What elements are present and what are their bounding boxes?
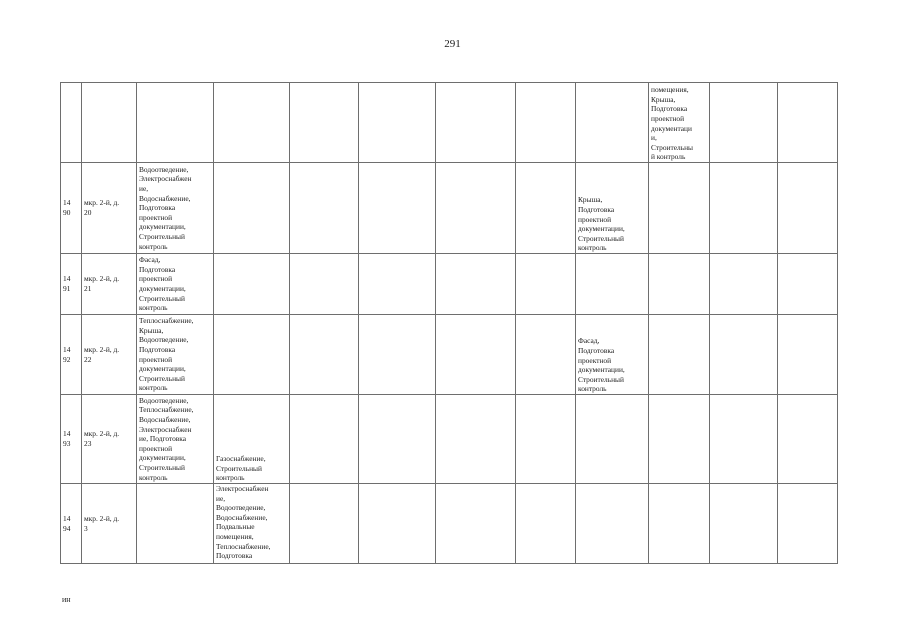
row-number: 14 91 xyxy=(61,254,82,315)
works-cell: Электроснабжен ие, Водоотведение, Водоснабжение, Подвальные помещения, Теплоснабжение, Подготовка xyxy=(214,484,290,564)
row-number: 14 90 xyxy=(61,163,82,254)
works-cell xyxy=(649,163,710,254)
address-cell: мкр. 2-й, д. 3 xyxy=(82,484,137,564)
table-row xyxy=(61,254,838,315)
works-cell xyxy=(137,83,214,163)
empty-cell xyxy=(290,484,359,564)
empty-cell xyxy=(436,83,516,163)
table-row xyxy=(61,395,838,484)
empty-cell xyxy=(778,83,838,163)
works-cell xyxy=(649,484,710,564)
works-cell: Газоснабжение, Строительный контроль xyxy=(214,395,290,484)
empty-cell xyxy=(778,395,838,484)
empty-cell xyxy=(710,254,778,315)
empty-cell xyxy=(436,484,516,564)
address-cell: мкр. 2-й, д. 23 xyxy=(82,395,137,484)
empty-cell xyxy=(710,83,778,163)
empty-cell xyxy=(778,315,838,395)
empty-cell xyxy=(290,254,359,315)
empty-cell xyxy=(359,484,436,564)
empty-cell xyxy=(778,163,838,254)
works-cell: Теплоснабжение, Крыша, Водоотведение, Подготовка проектной документации, Строительный контроль xyxy=(137,315,214,395)
table-row xyxy=(61,315,838,395)
empty-cell xyxy=(359,83,436,163)
empty-cell xyxy=(710,395,778,484)
empty-cell xyxy=(359,315,436,395)
works-cell xyxy=(649,254,710,315)
row-number: 14 94 xyxy=(61,484,82,564)
works-cell xyxy=(649,315,710,395)
empty-cell xyxy=(290,315,359,395)
empty-cell xyxy=(516,315,576,395)
table-row xyxy=(61,163,838,254)
page-number: 291 xyxy=(444,38,461,50)
works-cell xyxy=(576,395,649,484)
footer-mark: ин xyxy=(62,595,71,604)
works-cell: помещения, Крыша, Подготовка проектной документаци и, Строительны й контроль xyxy=(649,83,710,163)
works-cell xyxy=(576,83,649,163)
table-row xyxy=(61,83,838,163)
empty-cell xyxy=(778,254,838,315)
empty-cell xyxy=(359,254,436,315)
address-cell: мкр. 2-й, д. 22 xyxy=(82,315,137,395)
empty-cell xyxy=(436,315,516,395)
works-cell xyxy=(576,254,649,315)
works-cell: Водоотведение, Теплоснабжение, Водоснабжение, Электроснабжен ие, Подготовка проектной документации, Строительный контроль xyxy=(137,395,214,484)
empty-cell xyxy=(436,163,516,254)
address-cell xyxy=(82,83,137,163)
empty-cell xyxy=(516,163,576,254)
address-cell: мкр. 2-й, д. 21 xyxy=(82,254,137,315)
empty-cell xyxy=(516,254,576,315)
empty-cell xyxy=(778,484,838,564)
works-cell xyxy=(214,163,290,254)
empty-cell xyxy=(516,395,576,484)
empty-cell xyxy=(516,83,576,163)
empty-cell xyxy=(290,163,359,254)
empty-cell xyxy=(359,395,436,484)
works-cell xyxy=(576,484,649,564)
table-row xyxy=(61,484,838,564)
empty-cell xyxy=(290,83,359,163)
empty-cell xyxy=(436,395,516,484)
works-cell xyxy=(214,315,290,395)
works-cell xyxy=(214,83,290,163)
works-cell xyxy=(214,254,290,315)
row-number: 14 92 xyxy=(61,315,82,395)
empty-cell xyxy=(290,395,359,484)
works-cell: Фасад, Подготовка проектной документации, Строительный контроль xyxy=(576,315,649,395)
works-cell xyxy=(137,484,214,564)
program-table xyxy=(60,82,838,564)
address-cell: мкр. 2-й, д. 20 xyxy=(82,163,137,254)
row-number xyxy=(61,83,82,163)
empty-cell xyxy=(710,163,778,254)
empty-cell xyxy=(436,254,516,315)
empty-cell xyxy=(710,484,778,564)
row-number: 14 93 xyxy=(61,395,82,484)
works-cell: Крыша, Подготовка проектной документации, Строительный контроль xyxy=(576,163,649,254)
works-cell: Фасад, Подготовка проектной документации, Строительный контроль xyxy=(137,254,214,315)
empty-cell xyxy=(359,163,436,254)
works-cell xyxy=(649,395,710,484)
works-cell: Водоотведение, Электроснабжен ие, Водоснабжение, Подготовка проектной документации, Строительный контроль xyxy=(137,163,214,254)
empty-cell xyxy=(710,315,778,395)
empty-cell xyxy=(516,484,576,564)
